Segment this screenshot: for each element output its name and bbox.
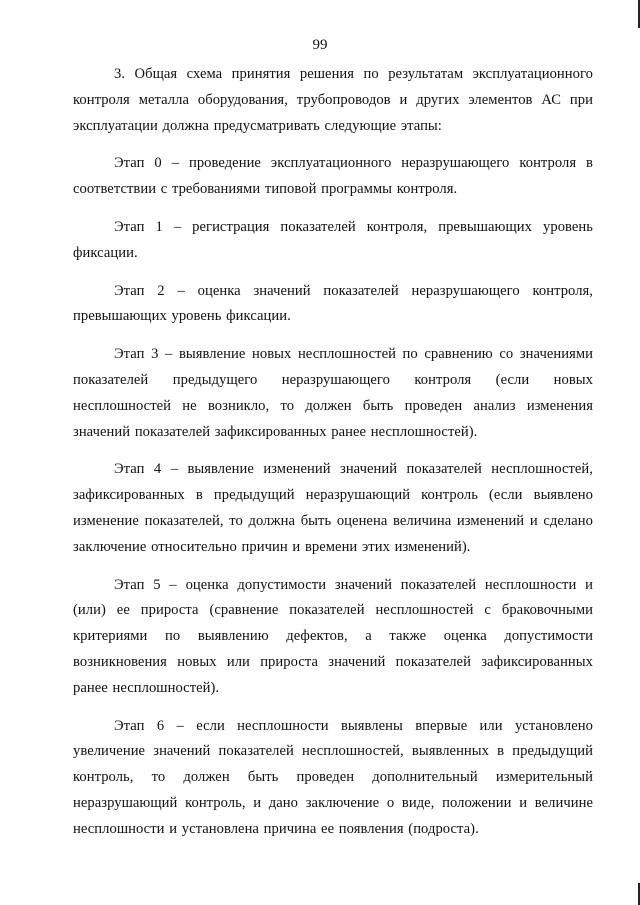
paragraph-stage-6: Этап 6 – если несплошности выявлены впервые или установлено увеличение значений показателей несплошностей, выявленных в предыдущий контроль, то должен быть проведен дополнительный измерительный неразрушающий контроль, и дано заключение о виде, положении и величине несплошности и установлена причина ее появления (подроста).	[73, 717, 593, 837]
paragraph-stage-5: Этап 5 – оценка допустимости значений показателей несплошности и (или) ее прироста (сравнение показателей несплошностей с браковочными критериями по выявлению дефектов, а также оценка допустимости возникновения новых или прироста значений показателей зафиксированных ранее несплошностей).	[73, 576, 593, 696]
paragraph-stage-3: Этап 3 – выявление новых несплошностей по сравнению со значениями показателей предыдущего неразрушающего контроля (если новых несплошностей не возникло, то должен быть проведен анализ изменения значений показателей зафиксированных ранее несплошностей).	[73, 346, 593, 440]
document-body	[73, 62, 593, 855]
paragraph-stage-1: Этап 1 – регистрация показателей контроля, превышающих уровень фиксации.	[73, 218, 593, 261]
paragraph-stage-2: Этап 2 – оценка значений показателей неразрушающего контроля, превышающих уровень фиксации.	[73, 282, 593, 325]
paragraph-intro: 3. Общая схема принятия решения по результатам эксплуатационного контроля металла оборудования, трубопроводов и других элементов АС при эксплуатации должна предусматривать следующие этапы:	[73, 66, 593, 134]
page-number: 99	[312, 37, 328, 53]
paragraph-stage-4: Этап 4 – выявление изменений значений показателей несплошностей, зафиксированных в предыдущий неразрушающий контроль (если выявлено изменение показателей, то должна быть оценена величина изменений и сделано заключение относительно причин и времени этих изменений).	[73, 461, 593, 555]
paragraph-stage-0: Этап 0 – проведение эксплуатационного неразрушающего контроля в соответствии с требованиями типовой программы контроля.	[73, 155, 593, 198]
